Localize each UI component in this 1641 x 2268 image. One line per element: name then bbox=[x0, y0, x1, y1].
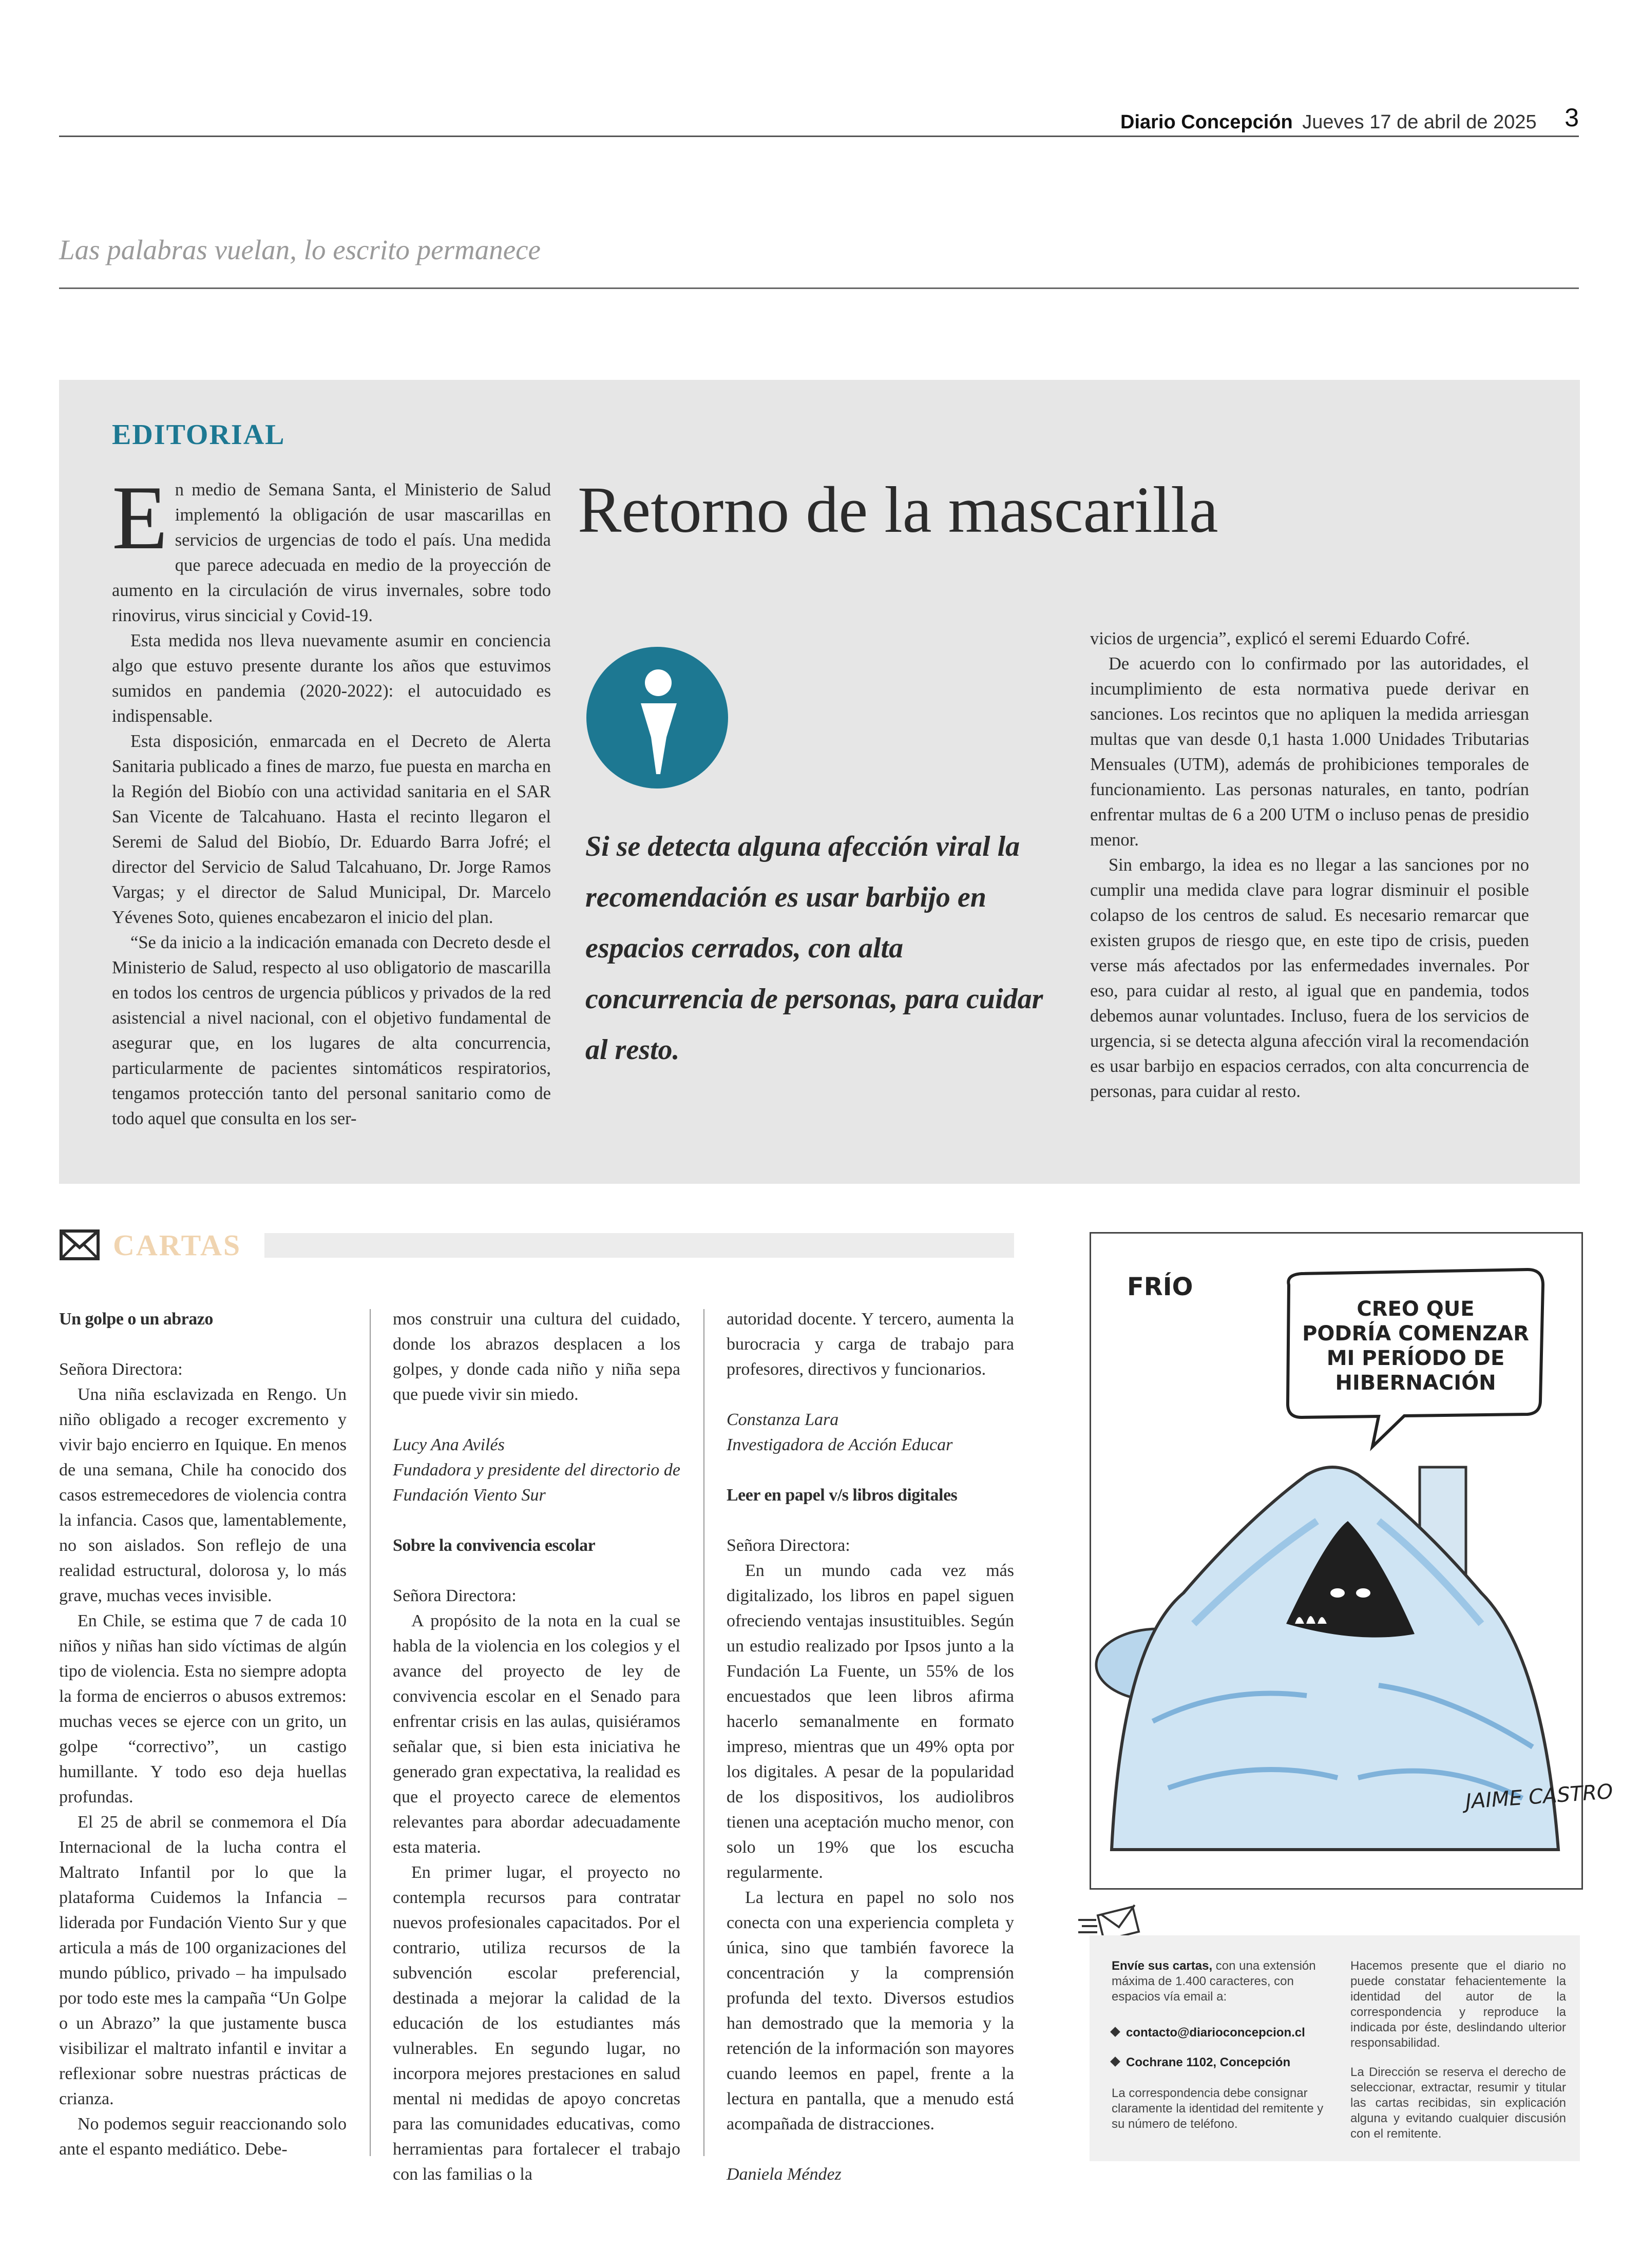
editorial-paragraph: En medio de Semana Santa, el Ministerio de Salud implementó la obligación de usar mascarillas en servicios de urgencias de todo el país. Una medida que parece adecuada en medio de la proyección de aumento en la circulación de virus invernales, sobre todo rinovirus, virus sincicial y Covid-19. bbox=[112, 467, 551, 625]
fingers bbox=[1294, 1615, 1328, 1624]
contact-address: Cochrane 1102, Concepción bbox=[1112, 2055, 1338, 2070]
editorial-cartoon bbox=[1090, 1232, 1614, 1890]
editorial-paragraph: vicios de urgencia”, explicó el seremi Eduardo Cofré. bbox=[1090, 629, 1470, 648]
letter-author: Lucy Ana Avilés bbox=[393, 1435, 505, 1454]
speech-line: HIBERNACIÓN bbox=[1335, 1371, 1496, 1395]
letter-salutation: Señora Directora: bbox=[727, 1536, 850, 1555]
letter-paragraph: autoridad docente. Y tercero, aumenta la burocracia y carga de trabajo para profesores, directivos y funcionarios. bbox=[727, 1310, 1014, 1379]
cartoonist-signature: JAIME CASTRO bbox=[1464, 1780, 1614, 1814]
bullet-icon bbox=[1110, 2027, 1120, 2037]
editorial-paragraph: De acuerdo con lo confirmado por las autoridades, el incumplimiento de esta normativa puede derivar en sanciones. Los recintos que no apliquen la medida arriesgan multas que van desde 0,1 hasta 1.000 Unidades Tributarias Mensuales (UTM), además de prohibiciones temporales de funcionamiento. Las personas naturales, en tanto, podrían enfrentar multas de 6 a 200 UTM o incluso penas de presidio menor. bbox=[1090, 654, 1529, 850]
editorial-title: Retorno de la mascarilla bbox=[578, 473, 1218, 546]
letter-paragraph: mos construir una cultura del cuidado, donde los abrazos desplacen a los golpes, y donde cada niño y niña sepa que puede vivir sin miedo. bbox=[393, 1310, 680, 1404]
editorial-paragraph: Sin embargo, la idea es no llegar a las sanciones por no cumplir una medida clave para lograr disminuir el posible colapso de los centros de salud. Es necesario remarcar que existen grupos de riesgo que, en este tipo de crisis, pueden verse más afectados por las enfermedades invernales. Por eso, para cuidar al resto, al igual que en pandemia, todos debemos aunar voluntades. Incluso, fuera de los servicios de urgencia, si se detecta alguna afección viral la recomendación es usar barbijo en espacios cerrados, con alta concurrencia de personas, para cuidar al resto. bbox=[1090, 855, 1529, 1101]
letter-title: Un golpe o un abrazo bbox=[59, 1310, 213, 1329]
disclaimer-note: Hacemos presente que el diario no puede constatar fehacientemente la identidad del autor de la correspondencia y reproduce la indicada por éste, deslindando ulterior responsabilidad. bbox=[1350, 1959, 1566, 2050]
editorial-column-1 bbox=[112, 467, 551, 1131]
cartoon-title: FRÍO bbox=[1127, 1273, 1193, 1301]
drop-cap: E bbox=[112, 467, 168, 568]
section-tagline: Las palabras vuelan, lo escrito permanece bbox=[59, 234, 541, 265]
bullet-icon bbox=[1110, 2056, 1120, 2067]
letters-column-2 bbox=[393, 1306, 680, 2187]
letter-title: Sobre la convivencia escolar bbox=[393, 1536, 596, 1555]
info-icon bbox=[585, 646, 729, 790]
editorial-paragraph: Esta medida nos lleva nuevamente asumir en conciencia algo que estuvo presente durante los años que estuvimos sumidos en pandemia (2020-2022): el autocuidado es indispensable. bbox=[112, 631, 551, 726]
eye bbox=[1356, 1588, 1370, 1598]
masthead-right bbox=[1120, 105, 1579, 134]
cartas-label: CARTAS bbox=[113, 1228, 242, 1262]
letter-paragraph: En primer lugar, el proyecto no contempla recursos para contratar nuevos profesionales capacitados. Por el contrario, utiliza recursos de la subvención escolar preferencial, destinada a mejorar la calidad de la educación de los estudiantes más vulnerables. En segundo lugar, no incorpora mejores prestaciones en salud mental ni medidas de apoyo concretas para las comunidades educativas, como herramientas para fortalecer el trabajo con las familias o la bbox=[393, 1863, 680, 2184]
editorial-paragraph: “Se da inicio a la indicación emanada con Decreto desde el Ministerio de Salud, respecto al uso obligatorio de mascarilla en todos los centros de urgencia públicos y privados de la red asistencial a nivel nacional, con el objetivo fundamental de asegurar que, en los lugares de alta concurrencia, particularmente de pacientes sintomáticos respiratorios, tengamos protección tanto del personal sanitario como de todo aquel que consulta en los ser- bbox=[112, 933, 551, 1128]
letters-column-3 bbox=[727, 1306, 1014, 2187]
eye bbox=[1330, 1588, 1345, 1598]
speech-line: CREO QUE bbox=[1357, 1297, 1475, 1321]
letter-author-role: Investigadora de Acción Educar bbox=[727, 1435, 953, 1454]
speech-line: MI PERÍODO DE bbox=[1326, 1347, 1505, 1370]
masthead bbox=[59, 102, 1579, 137]
letter-paragraph: No podemos seguir reaccionando solo ante el espanto mediático. Debe- bbox=[59, 2115, 347, 2159]
letter-author-role: Fundadora y presidente del directorio de Fundación Viento Sur bbox=[393, 1460, 680, 1505]
speech-line: PODRÍA COMENZAR bbox=[1302, 1322, 1529, 1346]
letters-column-1 bbox=[59, 1306, 347, 2162]
column-rule bbox=[370, 1309, 371, 2156]
issue-date: Jueves 17 de abril de 2025 bbox=[1302, 111, 1537, 133]
envelope-icon bbox=[59, 1228, 100, 1262]
letter-author: Constanza Lara bbox=[727, 1410, 839, 1429]
newspaper-name: Diario Concepción bbox=[1120, 111, 1293, 133]
letter-salutation: Señora Directora: bbox=[393, 1586, 517, 1605]
letter-paragraph: El 25 de abril se conmemora el Día Internacional de la lucha contra el Maltrato Infantil por lo que la plataforma Cuidemos la Infancia – liderada por Fundación Viento Sur y que articula a más de 100 organizaciones del mundo público, privado – ha impulsado por todo este mes la campaña “Un Golpe o un Abrazo” la que justamente busca visibilizar el maltrato infantil e invitar a reflexionar sobre nuestras prácticas de crianza. bbox=[59, 1813, 347, 2108]
editorial-column-3 bbox=[1090, 626, 1529, 1104]
editorial-label: EDITORIAL bbox=[112, 419, 285, 451]
letter-paragraph: En un mundo cada vez más digitalizado, los libros en papel siguen ofreciendo ventajas insustituibles. Según un estudio realizado por Ipsos junto a la Fundación La Fuente, un 55% de los encuestados que leen libros afirma hacerlo semanalmente en formato impreso, mientras que un 49% opta por los digitales. A pesar de la popularidad de los dispositivos, los audiolibros tienen una aceptación mucho menor, con solo un 19% que los escucha regularmente. bbox=[727, 1561, 1014, 1882]
identity-note: La correspondencia debe consignar claramente la identidad del remitente y su número de teléfono. bbox=[1112, 2086, 1324, 2131]
rights-note: La Dirección se reserva el derecho de seleccionar, extractar, resumir y titular las cartas recibidas, sin explicación alguna y evitando cualquier discusión con el remitente. bbox=[1350, 2065, 1566, 2141]
letter-salutation: Señora Directora: bbox=[59, 1360, 183, 1379]
editorial-paragraph: Esta disposición, enmarcada en el Decreto de Alerta Sanitaria publicado a fines de marzo, fue puesta en marcha en la Región del Biobío con una actividad sanitaria en el SAR San Vicente de Talcahuano. Hasta el recinto llegaron el Seremi de Salud del Biobío, Dr. Eduardo Barra Jofré; el director del Servicio de Salud Talcahuano, Dr. Jorge Ramos Vargas; y el director de Salud Municipal, Dr. Marcelo Yévenes Soto, quienes encabezaron el inicio del plan. bbox=[112, 732, 551, 927]
letter-paragraph: A propósito de la nota en la cual se habla de la violencia en los colegios y el avance del proyecto de ley de convivencia escolar en el Senado para enfrentar crisis en las aulas, quisiéramos señalar que, si bien esta iniciativa he generado gran expectativa, la realidad es que el proyecto carece de elementos relevantes para abordar adecuadamente esta materia. bbox=[393, 1611, 680, 1857]
page-number: 3 bbox=[1564, 103, 1579, 132]
section-divider bbox=[59, 287, 1579, 289]
column-rule bbox=[703, 1309, 704, 2156]
letter-paragraph: En Chile, se estima que 7 de cada 10 niños y niñas han sido víctimas de algún tipo de violencia. Esta no siempre adopta la forma de encierros o abusos extremos: muchas veces se ejerce con un grito, un golpe “correctivo”, un castigo humillante. Y todo eso deja huellas profundas. bbox=[59, 1611, 347, 1806]
letter-author: Daniela Méndez bbox=[727, 2165, 842, 2184]
pull-quote: Si se detecta alguna afección viral la recomendación es usar barbijo en espacios cerrados, con alta concurrencia de personas, para cuidar al resto. bbox=[585, 831, 1043, 1066]
send-instructions: Envíe sus cartas, con una extensión máxima de 1.400 caracteres, con espacios vía email a: contacto@diarioconcepcion.cl Cochrane 1102, Concepción bbox=[1112, 1958, 1338, 2070]
contact-email[interactable]: contacto@diarioconcepcion.cl bbox=[1112, 2025, 1338, 2041]
letter-paragraph: La lectura en papel no solo nos conecta con una experiencia completa y única, sino que también favorece la concentración y la comprensión profunda del texto. Diversos estudios han demostrado que la memoria y la retención de la información son mayores cuando leemos en papel, frente a la lectura en pantalla, que a menudo está acompañada de distracciones. bbox=[727, 1888, 1014, 2134]
letter-title: Leer en papel v/s libros digitales bbox=[727, 1486, 958, 1505]
cartas-header-bar bbox=[264, 1233, 1014, 1258]
letter-paragraph: Una niña esclavizada en Rengo. Un niño obligado a recoger excremento y vivir bajo encierro en Iquique. En menos de una semana, Chile ha conocido dos casos estremecedores de violencia contra la infancia. Casos que, lamentablemente, no son aislados. Son reflejo de una realidad estructural, dolorosa y, lo más grave, muchas veces invisible. bbox=[59, 1385, 347, 1605]
